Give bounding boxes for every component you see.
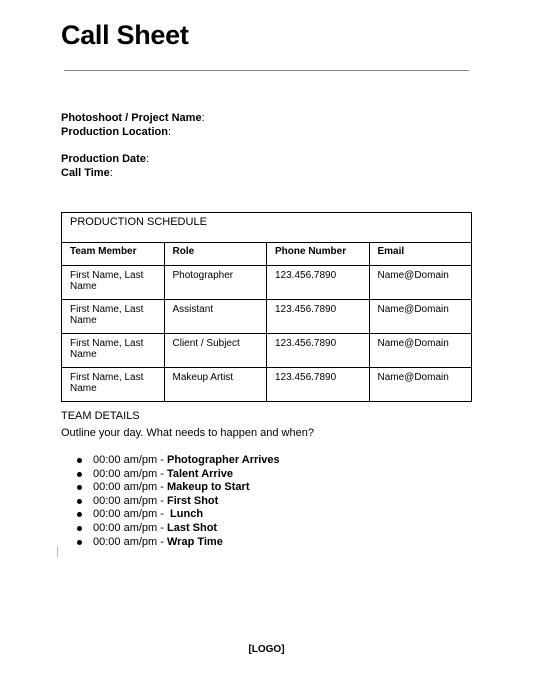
event-label: Last Shot bbox=[166, 521, 218, 534]
email-cell[interactable]: Name@Domain bbox=[369, 266, 472, 300]
phone-cell[interactable]: 123.456.7890 bbox=[267, 334, 370, 368]
field-label: Call Time bbox=[61, 167, 110, 179]
table-row bbox=[62, 300, 472, 334]
list-item[interactable]: 00:00 am/pm - Last Shot bbox=[61, 522, 280, 536]
role-cell[interactable]: Client / Subject bbox=[164, 334, 267, 368]
column-header-team-member: Team Member bbox=[62, 243, 165, 266]
list-item[interactable]: 00:00 am/pm - Wrap Time bbox=[61, 536, 280, 550]
bullet-icon bbox=[77, 485, 82, 490]
field-call-time[interactable]: Call Time: bbox=[61, 167, 113, 179]
bullet-icon bbox=[77, 540, 82, 545]
field-label: Production Date bbox=[61, 153, 146, 165]
phone-cell[interactable]: 123.456.7890 bbox=[267, 300, 370, 334]
event-label: Wrap Time bbox=[166, 535, 223, 548]
team-member-cell[interactable]: First Name, Last Name bbox=[62, 334, 165, 368]
event-label: Lunch bbox=[170, 508, 204, 521]
title-divider bbox=[64, 70, 469, 71]
team-details-heading: TEAM DETAILS bbox=[61, 410, 140, 422]
bullet-icon bbox=[77, 458, 82, 463]
phone-cell[interactable]: 123.456.7890 bbox=[267, 266, 370, 300]
table-header-row bbox=[62, 243, 472, 266]
column-header-phone: Phone Number bbox=[267, 243, 370, 266]
list-item[interactable]: 00:00 am/pm - Lunch bbox=[61, 508, 280, 522]
event-label: Talent Arrive bbox=[166, 467, 234, 480]
production-schedule-table bbox=[61, 212, 472, 402]
team-details-description[interactable]: Outline your day. What needs to happen and when? bbox=[61, 427, 314, 439]
bullet-icon bbox=[77, 499, 82, 504]
list-item[interactable]: 00:00 am/pm - Photographer Arrives bbox=[61, 454, 280, 468]
field-production-date[interactable]: Production Date: bbox=[61, 153, 150, 165]
field-label: Production Location bbox=[61, 126, 168, 138]
column-header-role: Role bbox=[164, 243, 267, 266]
team-member-cell[interactable]: First Name, Last Name bbox=[62, 266, 165, 300]
table-caption: PRODUCTION SCHEDULE bbox=[62, 213, 472, 243]
project-fields bbox=[61, 111, 205, 180]
role-cell[interactable]: Assistant bbox=[164, 300, 267, 334]
table-row bbox=[62, 368, 472, 402]
text-cursor bbox=[57, 546, 58, 557]
field-label: Photoshoot / Project Name bbox=[61, 112, 202, 124]
list-item[interactable]: 00:00 am/pm - Talent Arrive bbox=[61, 468, 280, 482]
list-item[interactable]: 00:00 am/pm - Makeup to Start bbox=[61, 481, 280, 495]
team-member-cell[interactable]: First Name, Last Name bbox=[62, 368, 165, 402]
team-member-cell[interactable]: First Name, Last Name bbox=[62, 300, 165, 334]
column-header-email: Email bbox=[369, 243, 472, 266]
field-project-name[interactable]: Photoshoot / Project Name: bbox=[61, 112, 205, 124]
field-production-location[interactable]: Production Location: bbox=[61, 126, 172, 138]
phone-cell[interactable]: 123.456.7890 bbox=[267, 368, 370, 402]
timeline-list bbox=[61, 454, 280, 549]
bullet-icon bbox=[77, 512, 82, 517]
event-label: Photographer Arrives bbox=[166, 454, 280, 466]
bullet-icon bbox=[77, 472, 82, 477]
table-row bbox=[62, 334, 472, 368]
event-label: First Shot bbox=[166, 494, 219, 507]
page-title: Call Sheet bbox=[61, 20, 189, 50]
email-cell[interactable]: Name@Domain bbox=[369, 334, 472, 368]
event-label: Makeup to Start bbox=[166, 481, 250, 494]
email-cell[interactable]: Name@Domain bbox=[369, 368, 472, 402]
role-cell[interactable]: Photographer bbox=[164, 266, 267, 300]
email-cell[interactable]: Name@Domain bbox=[369, 300, 472, 334]
role-cell[interactable]: Makeup Artist bbox=[164, 368, 267, 402]
list-item[interactable]: 00:00 am/pm - First Shot bbox=[61, 495, 280, 509]
bullet-icon bbox=[77, 526, 82, 531]
logo-placeholder: [LOGO] bbox=[248, 644, 285, 655]
table-row bbox=[62, 266, 472, 300]
